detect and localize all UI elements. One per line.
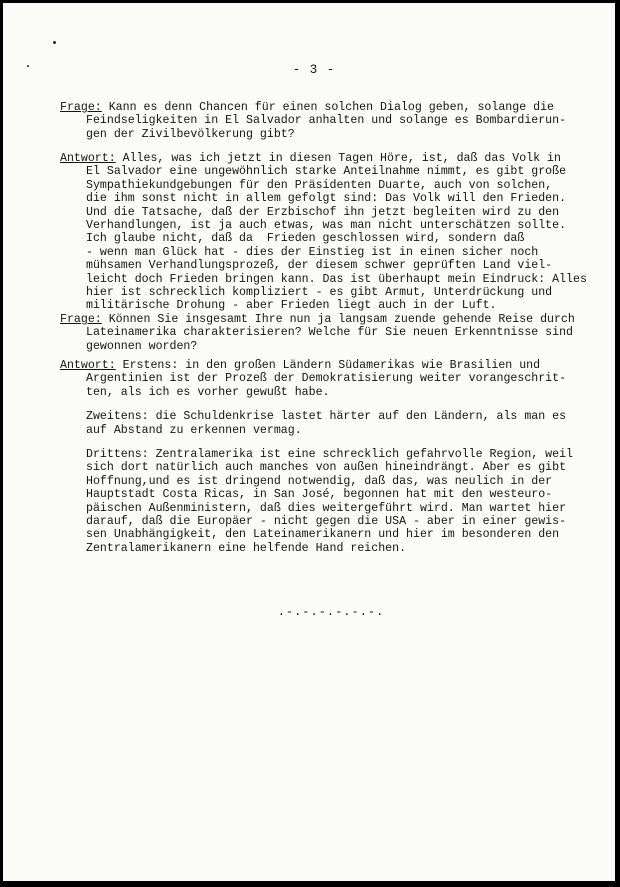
question-label: Frage: — [60, 101, 102, 114]
answer-label: Antwort: — [60, 359, 116, 372]
text-line: leicht doch Frieden bringen kann. Das ist überhaupt mein Eindruck: Alles — [86, 272, 587, 286]
question-2-first-line — [60, 313, 582, 326]
text-line: Zweitens: die Schuldenkrise lastet härter auf den Ländern, als man es — [86, 410, 567, 424]
text-line: Lateinamerika charakterisieren? Welche für Sie neuen Erkenntnisse sind — [86, 326, 574, 340]
text-line: militärische Drohung - aber Frieden liegt auch in der Luft. — [86, 299, 497, 313]
answer-2-first-line — [60, 359, 582, 372]
text-line: gewonnen worden? — [86, 339, 198, 353]
text-line: El Salvador eine ungewöhnlich starke Anteilnahme nimmt, es gibt große — [86, 165, 567, 179]
question-text: Kann es denn Chancen für einen solchen Dialog geben, solange die — [101, 101, 554, 114]
text-line: Verhandlungen, ist ja auch etwas, was man nicht unterschätzen sollte. — [86, 218, 567, 232]
question-2 — [60, 313, 582, 353]
text-line: Drittens: Zentralamerika ist eine schrecklich gefahrvolle Region, weil — [86, 447, 574, 461]
answer-2 — [60, 359, 582, 555]
text-line: Hoffnung,und es ist dringend notwendig, daß das, was neulich in der — [86, 474, 553, 488]
answer-text: Alles, was ich jetzt in diesen Tagen Höre, ist, daß das Volk in — [115, 152, 561, 165]
text-line: Und die Tatsache, daß der Erzbischof ihn jetzt begleiten wird zu den — [86, 205, 560, 219]
text-line: Sympathiekundgebungen für den Präsidenten Duarte, auch von solchen, — [86, 178, 553, 192]
text-line: hier ist schrecklich kompliziert - es gibt Armut, Unterdrückung und — [86, 285, 553, 299]
page-number: - 3 - — [292, 63, 336, 77]
text-line: auf Abstand zu erkennen vermag. — [86, 423, 302, 437]
text-line: gen der Zivilbevölkerung gibt? — [86, 127, 295, 141]
question-1-first-line — [60, 101, 582, 114]
text-line: Feindseligkeiten in El Salvador anhalten und solange es Bombardierun- — [86, 114, 567, 128]
scan-speck — [53, 41, 56, 44]
question-text: Können Sie insgesamt Ihre nun ja langsam zuende gehende Reise durch — [101, 313, 575, 326]
text-line: darauf, daß die Europäer - nicht gegen die USA - aber in einer gewis- — [86, 514, 567, 528]
text-line: mühsamen Verhandlungsprozeß, der diesem schwer geprüften Land viel- — [86, 259, 553, 273]
answer-1 — [60, 152, 587, 313]
answer-text: Erstens: in den großen Ländern Südamerikas wie Brasilien und — [115, 359, 541, 372]
text-line: sen Unabhängigkeit, den Lateinamerikanern und hier im besonderen den — [86, 528, 560, 542]
closing-separator: .-.-.-.-.-.-. — [277, 605, 385, 619]
text-line: die ihm sonst nicht in allem gefolgt sind: Das Volk will den Frieden. — [86, 192, 567, 206]
answer-1-first-line — [60, 152, 582, 165]
text-line: Argentinien ist der Prozeß der Demokratisierung weiter vorangeschrit- — [86, 372, 567, 386]
text-line: sich dort natürlich auch manches von außen hineindrängt. Aber es gibt — [86, 461, 567, 475]
text-line: ten, als ich es vorher gewußt habe. — [86, 385, 330, 399]
question-1 — [60, 101, 582, 141]
text-line: Ich glaube nicht, daß da Frieden geschlossen wird, sondern daß — [86, 232, 525, 246]
question-label: Frage: — [60, 313, 102, 326]
text-line: päischen Außenministern, daß dies weitergeführt wird. Man wartet hier — [86, 501, 567, 515]
text-line: Zentralamerikanern eine helfende Hand reichen. — [86, 541, 407, 555]
text-line: Hauptstadt Costa Ricas, in San José, begonnen hat mit den westeuro- — [86, 488, 553, 502]
answer-label: Antwort: — [60, 152, 116, 165]
document-page — [3, 3, 615, 881]
text-line: - wenn man Glück hat - dies der Einstieg ist in einen sicher noch — [86, 245, 539, 259]
